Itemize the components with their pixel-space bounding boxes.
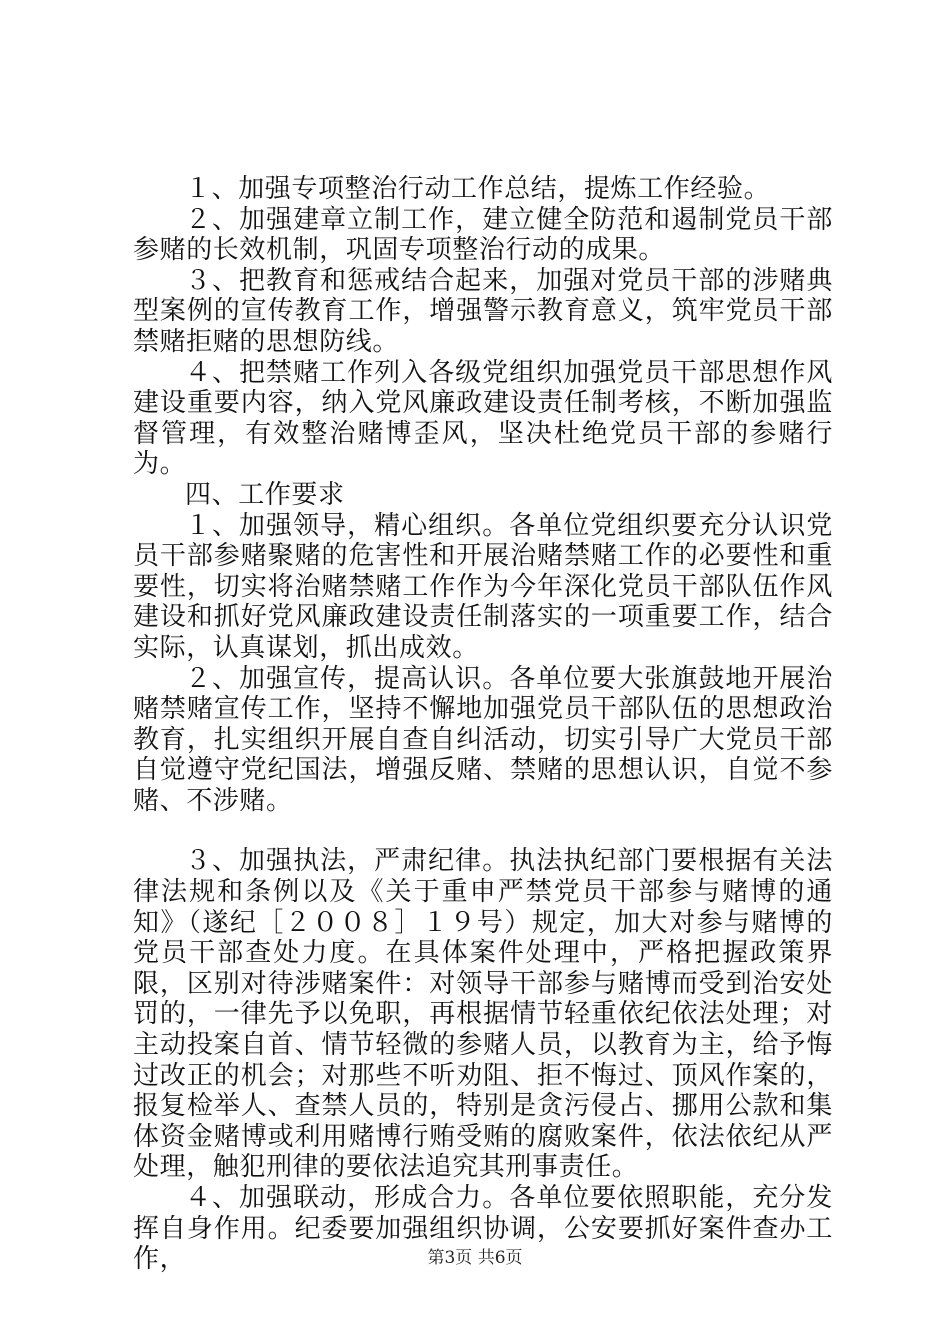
paragraph-party-organization: ４、把禁赌工作列入各级党组织加强党员干部思想作风建设重要内容，纳入党风廉政建设责任制考核，不断加强监督管理，有效整治赌博歪风，坚决杜绝党员干部的参赌行为。 (133, 357, 833, 480)
page-number-footer: 第3页 共6页 (427, 1248, 523, 1268)
document-body (133, 174, 833, 1275)
paragraph-rules-system: ２、加强建章立制工作，建立健全防范和遏制党员干部参赌的长效机制，巩固专项整治行动的成果。 (133, 204, 833, 266)
paragraph-enforcement: ３、加强执法，严肃纪律。执法执纪部门要根据有关法律法规和条例以及《关于重申严禁党员干部参与赌博的通知》（遂纪［２００８］１９号）规定，加大对参与赌博的党员干部查处力度。在具体案件处理中，严格把握政策界限，区别对待涉赌案件：对领导干部参与赌博而受到治安处罚的，一律先予以免职，再根据情节轻重依纪依法处理；对主动投案自首、情节轻微的参赌人员，以教育为主，给予悔过改正的机会；对那些不听劝阻、拒不悔过、顶风作案的，报复检举人、查禁人员的，特别是贪污侵占、挪用公款和集体资金赌博或利用赌博行贿受贿的腐败案件，依法依纪从严处理，触犯刑律的要依法追究其刑事责任。 (133, 846, 833, 1183)
section-heading-work-requirements: 四、工作要求 (185, 479, 345, 510)
paragraph-education-punishment: ３、把教育和惩戒结合起来，加强对党员干部的涉赌典型案例的宣传教育工作，增强警示教育意义，筑牢党员干部禁赌拒赌的思想防线。 (133, 265, 833, 357)
paragraph-leadership: １、加强领导，精心组织。各单位党组织要充分认识党员干部参赌聚赌的危害性和开展治赌禁赌工作的必要性和重要性，切实将治赌禁赌工作作为今年深化党员干部队伍作风建设和抓好党风廉政建设责任制落实的一项重要工作，结合实际，认真谋划，抓出成效。 (133, 510, 833, 663)
paragraph-summary-work: １、加强专项整治行动工作总结，提炼工作经验。 (185, 174, 771, 204)
paragraph-cooperation: ４、加强联动，形成合力。各单位要依照职能，充分发挥自身作用。纪委要加强组织协调，公安要抓好案件查办工作， (133, 1183, 833, 1275)
paragraph-publicity: ２、加强宣传，提高认识。各单位要大张旗鼓地开展治赌禁赌宣传工作，坚持不懈地加强党员干部队伍的思想政治教育，扎实组织开展自查自纠活动，切实引导广大党员干部自觉遵守党纪国法，增强反赌、禁赌的思想认识，自觉不参赌、不涉赌。 (133, 663, 833, 816)
